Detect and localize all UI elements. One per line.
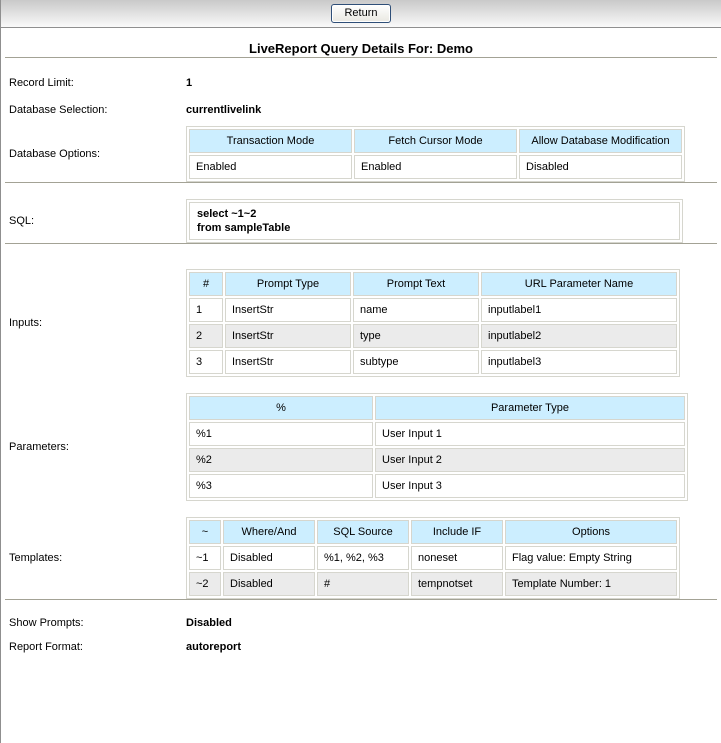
templates-row [1,517,721,599]
table-cell: type [353,324,479,348]
column-header: Include IF [411,520,503,544]
parameters-label: Parameters: [9,441,69,453]
inputs-table [186,269,680,377]
table-row [189,298,677,322]
parameters-table [186,393,688,501]
table-cell: %3 [189,474,373,498]
table-cell: Flag value: Empty String [505,546,677,570]
toolbar [1,0,721,28]
table-cell: %1 [189,422,373,446]
table-cell: InsertStr [225,350,351,374]
table-row [189,546,677,570]
table-cell: inputlabel1 [481,298,677,322]
database-options-table [186,126,685,182]
parameters-row [1,393,721,501]
bottom-spacer [1,653,721,667]
table-header-row [189,520,677,544]
table-header-row [189,272,677,296]
column-header: URL Parameter Name [481,272,677,296]
database-selection-row [1,104,721,116]
table-row [189,448,685,472]
inputs-row [1,269,721,377]
record-limit-label: Record Limit: [9,77,74,89]
table-cell: User Input 1 [375,422,685,446]
table-cell: subtype [353,350,479,374]
table-row [189,422,685,446]
sql-line: select ~1~2 [197,208,257,220]
table-cell: name [353,298,479,322]
table-cell: Disabled [223,572,315,596]
column-header: Where/And [223,520,315,544]
record-limit-value: 1 [186,77,193,89]
table-cell: 3 [189,350,223,374]
sql-row [1,199,721,243]
column-header: % [189,396,373,420]
report-format-value: autoreport [186,641,241,653]
table-cell: ~1 [189,546,221,570]
section-divider [5,57,717,59]
column-header: ~ [189,520,221,544]
table-cell: InsertStr [225,324,351,348]
report-format-label: Report Format: [9,641,83,653]
section-divider [5,243,717,245]
templates-label: Templates: [9,552,63,564]
column-header: SQL Source [317,520,409,544]
column-header: Fetch Cursor Mode [354,129,517,153]
database-selection-value: currentlivelink [186,104,262,116]
table-cell: inputlabel2 [481,324,677,348]
table-cell: Disabled [519,155,682,179]
table-cell: 2 [189,324,223,348]
table-cell: noneset [411,546,503,570]
show-prompts-row [1,617,721,629]
table-cell: ~2 [189,572,221,596]
table-cell: Enabled [189,155,352,179]
section-divider [5,182,717,184]
templates-table [186,517,680,599]
sql-label: SQL: [9,215,35,227]
column-header: Options [505,520,677,544]
report-format-row [1,641,721,653]
table-cell: inputlabel3 [481,350,677,374]
sql-box [186,199,683,243]
table-cell: User Input 2 [375,448,685,472]
column-header: Parameter Type [375,396,685,420]
sql-line: from sampleTable [197,222,291,234]
show-prompts-label: Show Prompts: [9,617,84,629]
show-prompts-value: Disabled [186,617,232,629]
table-header-row [189,129,682,153]
table-cell: Enabled [354,155,517,179]
table-cell: Disabled [223,546,315,570]
table-cell: 1 [189,298,223,322]
return-button[interactable]: Return [331,4,390,23]
column-header: # [189,272,223,296]
column-header: Transaction Mode [189,129,352,153]
table-row [189,155,682,179]
column-header: Prompt Text [353,272,479,296]
column-header: Prompt Type [225,272,351,296]
record-limit-row [1,77,721,89]
table-cell: Template Number: 1 [505,572,677,596]
table-cell: tempnotset [411,572,503,596]
table-cell: InsertStr [225,298,351,322]
table-cell: # [317,572,409,596]
section-divider [5,599,717,601]
table-header-row [189,396,685,420]
table-cell: User Input 3 [375,474,685,498]
database-options-row [1,126,721,182]
page-title: LiveReport Query Details For: Demo [249,41,473,56]
table-row [189,474,685,498]
database-options-label: Database Options: [9,148,101,160]
sql-text [189,202,680,240]
table-row [189,572,677,596]
table-row [189,350,677,374]
database-selection-label: Database Selection: [9,104,108,116]
inputs-label: Inputs: [9,317,43,329]
column-header: Allow Database Modification [519,129,682,153]
table-cell: %1, %2, %3 [317,546,409,570]
table-cell: %2 [189,448,373,472]
table-row [189,324,677,348]
